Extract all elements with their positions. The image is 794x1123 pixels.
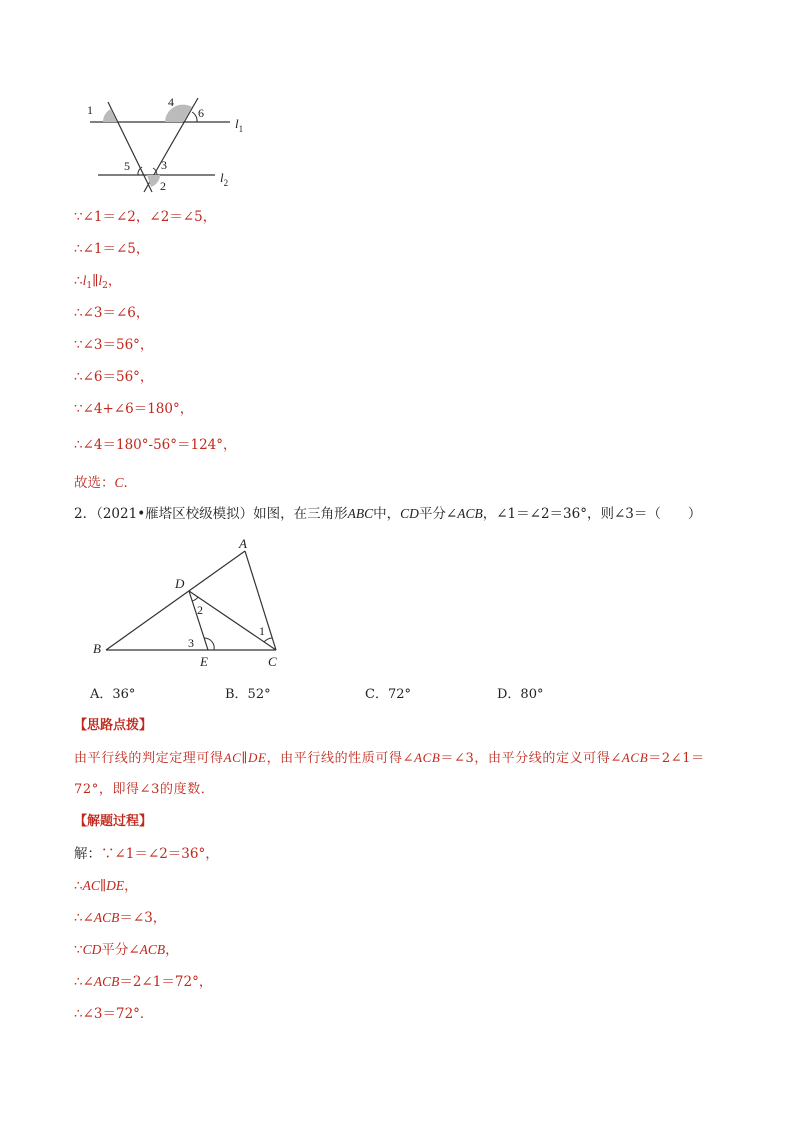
- label-B: B: [93, 641, 101, 656]
- solution1-answer: [74, 474, 137, 492]
- process-step3: ∴∠ACB＝∠3，: [74, 910, 167, 926]
- process-step1: 解：∵∠1＝∠2＝36°，: [74, 846, 219, 862]
- l2-subscript: 2: [102, 281, 108, 291]
- label-angle-2: 2: [197, 603, 203, 617]
- transversal-left: [108, 102, 152, 192]
- angle-6-arc: [192, 112, 197, 122]
- angle-1-arc: [264, 638, 272, 642]
- side-ab: [106, 551, 245, 650]
- solution1-step5: ∵∠3＝56°，: [74, 337, 154, 353]
- segment-dc: [189, 591, 276, 650]
- solution1-step6: ∴∠6＝56°，: [74, 369, 154, 385]
- hint-line-1: 由平行线的判定定理可得AC∥DE，由平行线的性质可得∠ACB＝∠3，由平分线的定义可得∠ACB＝2∠1＝: [74, 750, 705, 766]
- parallel-lines-figure: [80, 92, 260, 197]
- solution1-step3: [74, 272, 121, 295]
- hint-line-2: 72°，即得∠3的度数．: [74, 782, 215, 797]
- label-E: E: [200, 654, 208, 669]
- hint-heading: 【思路点拨】: [74, 718, 153, 733]
- process-step5: ∴∠ACB＝2∠1＝72°，: [74, 974, 213, 990]
- solution1-step4: ∴∠3＝∠6，: [74, 305, 150, 321]
- label-angle-5: 5: [124, 159, 130, 173]
- angle-2-arc: [192, 597, 198, 601]
- parallel-symbol: ∥: [92, 273, 99, 289]
- triangle-figure: [88, 536, 298, 670]
- label-angle-6: 6: [198, 106, 204, 120]
- process-heading: 【解题过程】: [74, 814, 153, 829]
- punct: ，: [107, 273, 122, 289]
- l1-symbol: l: [82, 273, 87, 288]
- solution1-step7: ∵∠4+∠6＝180°，: [74, 401, 194, 417]
- l1-subscript: 1: [86, 281, 93, 291]
- label-l2: $l_2$: [220, 170, 229, 188]
- label-angle-4: 4: [168, 95, 174, 109]
- solution1-step8: ∴∠4＝180°-56°＝124°，: [74, 437, 237, 453]
- label-angle-1: 1: [87, 103, 93, 117]
- answer-choice: C: [114, 475, 124, 490]
- label-angle-3: 3: [188, 636, 194, 650]
- label-angle-3: 3: [161, 158, 167, 172]
- option-d: D．80°: [497, 687, 544, 702]
- option-c: C．72°: [365, 687, 411, 702]
- label-C: C: [268, 654, 277, 669]
- process-step4: ∵CD平分∠ACB，: [74, 942, 179, 958]
- solution1-step2: ∴∠1＝∠5，: [74, 241, 150, 257]
- label-angle-1: 1: [259, 624, 265, 638]
- therefore-symbol: ∴: [74, 273, 83, 289]
- option-a: A．36°: [90, 687, 136, 702]
- option-b: B．52°: [225, 687, 271, 702]
- label-l1: $l_1$: [235, 116, 244, 134]
- process-step6: ∴∠3＝72°．: [74, 1006, 154, 1022]
- answer-label: 故选：: [74, 475, 115, 491]
- label-angle-2: 2: [160, 179, 166, 193]
- label-D: D: [175, 576, 185, 591]
- punct: ．: [123, 475, 138, 491]
- solution1-step1: ∵∠1＝∠2，∠2＝∠5，: [74, 209, 217, 225]
- label-A: A: [239, 536, 247, 551]
- process-step2: ∴AC∥DE，: [74, 878, 138, 894]
- l2-symbol: l: [98, 273, 103, 288]
- question2-text: 2．（2021•雁塔区校级模拟）如图，在三角形ABC中，CD平分∠ACB，∠1＝∠2＝36°，则∠3＝（ ）: [74, 506, 702, 522]
